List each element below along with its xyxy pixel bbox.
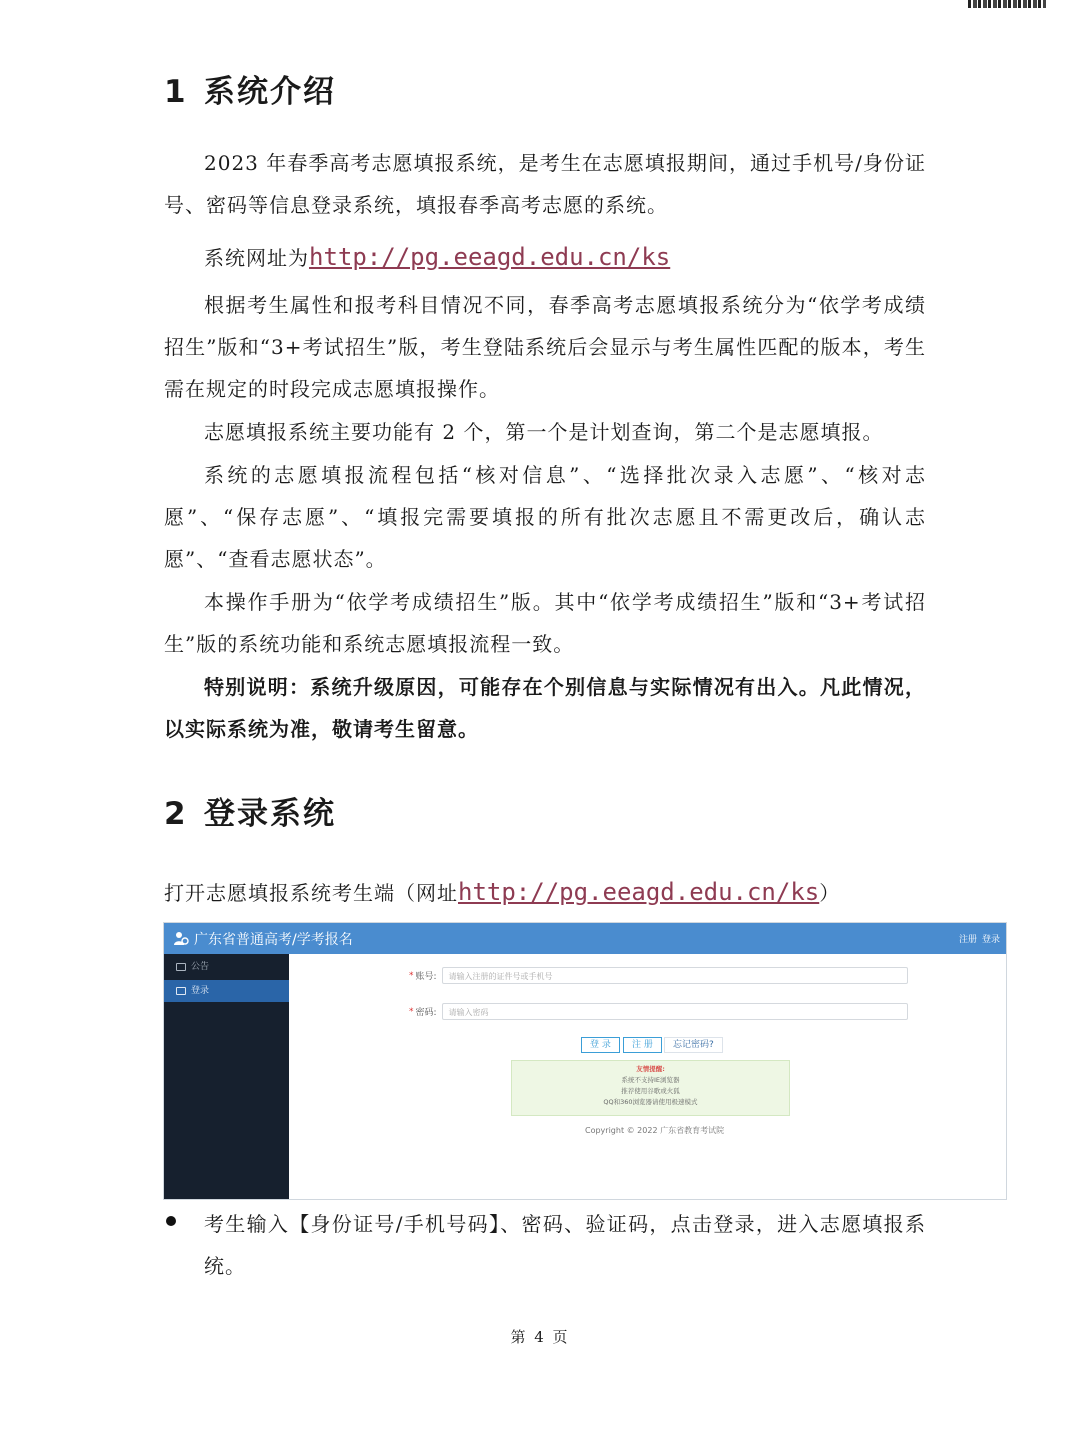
required-mark: * bbox=[409, 970, 414, 981]
section-heading-2 bbox=[164, 788, 336, 833]
login-instruction: 考生输入【身份证号/手机号码】、密码、验证码，点击登录，进入志愿填报系统。 bbox=[204, 1212, 926, 1278]
versions-paragraph: 根据考生属性和报考科目情况不同，春季高考志愿填报系统分为“依学考成绩招生”版和“3+考试招生”版，考生登陆系统后会显示与考生属性匹配的版本，考生需在规定的时段完成志愿填报操作。 bbox=[164, 293, 926, 401]
notice-line: 系统不支持IE浏览器 bbox=[621, 1076, 680, 1084]
required-mark: * bbox=[409, 1006, 414, 1017]
open-prefix: 打开志愿填报系统考生端（网址 bbox=[164, 881, 458, 905]
qr-code-fragment bbox=[968, 0, 1046, 8]
section-title: 登录系统 bbox=[204, 796, 336, 832]
user-icon bbox=[173, 930, 189, 946]
system-url-link[interactable]: http://pg.eeagd.edu.cn/ks bbox=[458, 878, 820, 906]
app-header bbox=[164, 923, 1006, 954]
sidebar-item-announcement[interactable] bbox=[164, 956, 289, 978]
functions-paragraph: 志愿填报系统主要功能有 2 个，第一个是计划查询，第二个是志愿填报。 bbox=[204, 420, 884, 444]
section-number: 2 bbox=[164, 796, 188, 832]
sidebar-item-label: 公告 bbox=[191, 962, 210, 972]
app-title: 广东省普通高考/学考报名 bbox=[194, 932, 353, 948]
register-link[interactable]: 注册 bbox=[958, 935, 977, 945]
manual-paragraph: 本操作手册为“依学考成绩招生”版。其中“依学考成绩招生”版和“3+考试招生”版的系统功能和系统志愿填报流程一致。 bbox=[164, 590, 926, 656]
bullet-dot bbox=[166, 1216, 176, 1226]
process-paragraph: 系统的志愿填报流程包括“核对信息”、“选择批次录入志愿”、“核对志愿”、“保存志愿”、“填报完需要填报的所有批次志愿且不需更改后，确认志愿”、“查看志愿状态”。 bbox=[164, 463, 926, 571]
notice-title: 友情提醒: bbox=[636, 1065, 665, 1073]
password-label: 密码: bbox=[415, 1008, 437, 1018]
special-note: 特别说明：系统升级原因，可能存在个别信息与实际情况有出入。凡此情况，以实际系统为准，敬请考生留意。 bbox=[164, 675, 926, 741]
login-button[interactable]: 登 录 bbox=[581, 1037, 620, 1053]
folder-icon bbox=[176, 987, 186, 995]
password-row bbox=[409, 1003, 908, 1020]
header-links bbox=[954, 932, 1000, 945]
account-label: 账号: bbox=[415, 972, 437, 982]
url-prefix: 系统网址为 bbox=[204, 246, 309, 270]
login-link[interactable]: 登录 bbox=[981, 935, 1000, 945]
sidebar-item-login[interactable] bbox=[164, 980, 289, 1002]
notice-box bbox=[511, 1060, 790, 1116]
section-title: 系统介绍 bbox=[204, 74, 336, 110]
system-url-link[interactable]: http://pg.eeagd.edu.cn/ks bbox=[309, 243, 671, 271]
open-suffix: ） bbox=[819, 881, 841, 905]
section-number: 1 bbox=[164, 74, 188, 110]
intro-paragraph: 2023 年春季高考志愿填报系统，是考生在志愿填报期间，通过手机号/身份证号、密码等信息登录系统，填报春季高考志愿的系统。 bbox=[164, 151, 926, 217]
login-screenshot bbox=[163, 922, 1007, 1200]
notice-line: 推荐使用谷歌或火狐 bbox=[621, 1087, 680, 1095]
url-line bbox=[164, 236, 926, 279]
account-input[interactable]: 请输入注册的证件号或手机号 bbox=[442, 967, 908, 984]
copyright: Copyright © 2022 广东省教育考试院 bbox=[585, 1126, 725, 1135]
folder-icon bbox=[176, 963, 186, 971]
sidebar bbox=[164, 954, 289, 1199]
page-number: 第 4 页 bbox=[510, 1328, 570, 1346]
account-row bbox=[409, 967, 908, 984]
password-input[interactable]: 请输入密码 bbox=[442, 1003, 908, 1020]
forgot-password-button[interactable]: 忘记密码? bbox=[664, 1037, 723, 1053]
register-button[interactable]: 注 册 bbox=[623, 1037, 662, 1053]
notice-line: QQ和360浏览器请使用极速模式 bbox=[603, 1098, 698, 1106]
section-heading-1 bbox=[164, 66, 336, 111]
sidebar-item-label: 登录 bbox=[191, 986, 210, 996]
open-system-line bbox=[164, 871, 926, 914]
